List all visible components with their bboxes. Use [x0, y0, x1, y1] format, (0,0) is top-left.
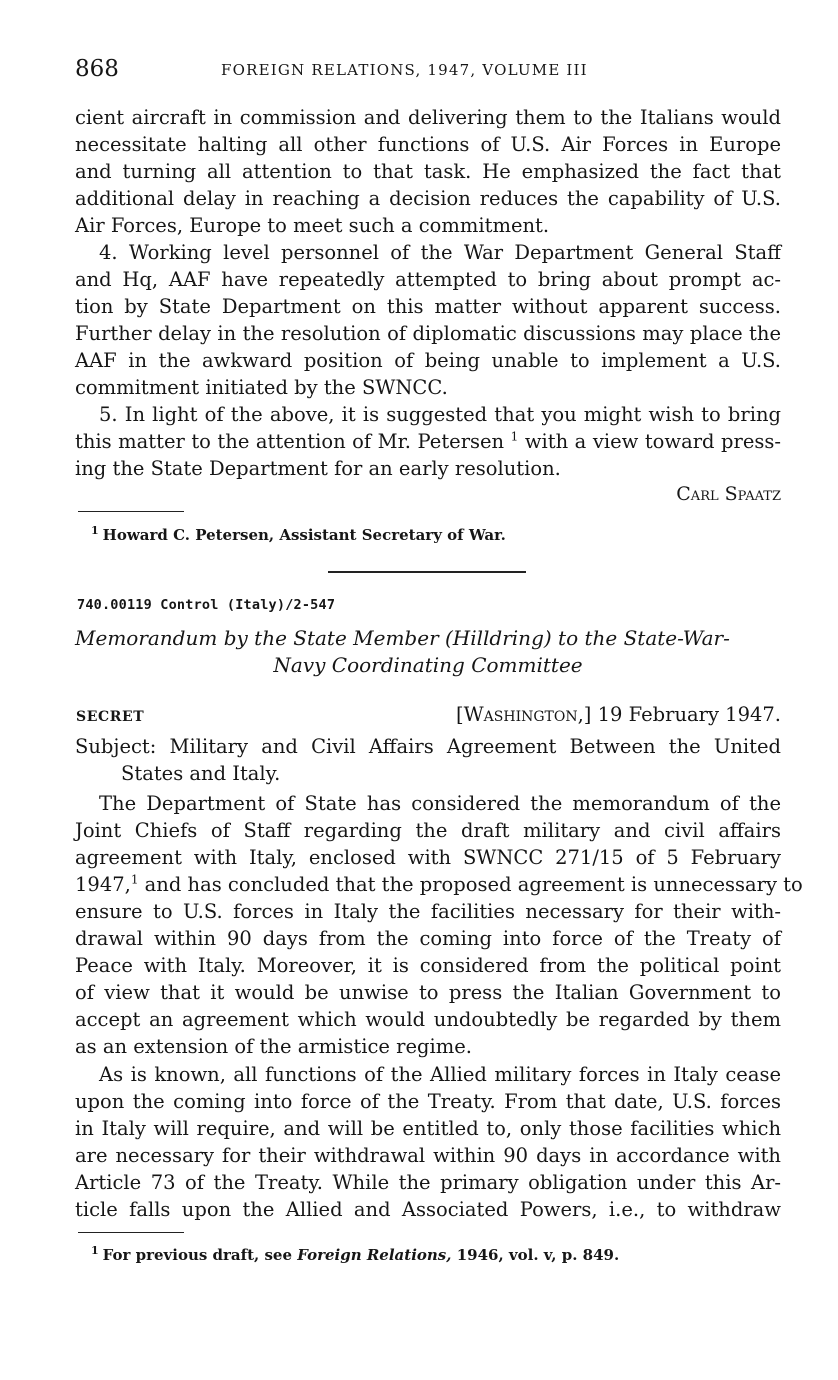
footnote-citation: Foreign Relations, [297, 1246, 452, 1264]
page-number: 868 [75, 56, 119, 82]
text-line: additional delay in reaching a decision reduces the capability of U.S. [75, 187, 781, 210]
text-line: AAF in the awkward position of being unable to implement a U.S. [75, 349, 781, 372]
text-line: Further delay in the resolution of diplomatic discussions may place the [75, 322, 781, 345]
footnote [91, 524, 506, 544]
text-line: commitment initiated by the SWNCC. [75, 376, 448, 399]
continued-letter-text [75, 104, 781, 482]
footnote-text: 1946, vol. v, p. 849. [456, 1246, 620, 1264]
text-segment: 1947, [75, 873, 131, 896]
text-line [75, 428, 781, 455]
text-line [75, 871, 803, 898]
text-line: ticle falls upon the Allied and Associated Powers, i.e., to withdraw [75, 1198, 781, 1221]
text-line: tion by State Department on this matter without apparent success. [75, 295, 781, 318]
footnote-divider [78, 511, 184, 512]
text-line: necessitate halting all other functions of U.S. Air Forces in Europe [75, 133, 781, 156]
text-line: The Department of State has considered the memorandum of the [99, 792, 781, 815]
footnote-divider [78, 1232, 184, 1233]
title-line: Memorandum by the State Member (Hilldring) to the State-War- [75, 626, 730, 650]
signature: Carl Spaatz [676, 483, 781, 505]
text-line: are necessary for their withdrawal within 90 days in accordance with [75, 1144, 781, 1167]
text-line: agreement with Italy, enclosed with SWNCC 271/15 of 5 February [75, 846, 781, 869]
text-line: and turning all attention to that task. He emphasized the fact that [75, 160, 781, 183]
subject-text: Subject: Military and Civil Affairs Agreement Between the United [75, 735, 781, 758]
footnote-text: For previous draft, see [102, 1246, 293, 1264]
text-line: As is known, all functions of the Allied military forces in Italy cease [99, 1063, 781, 1086]
text-line: cient aircraft in commission and delivering them to the Italians would [75, 106, 781, 129]
text-line: Article 73 of the Treaty. While the primary obligation under this Ar- [75, 1171, 781, 1194]
subject-text: States and Italy. [121, 762, 281, 785]
text-line: in Italy will require, and will be entitled to, only those facilities which [75, 1117, 781, 1140]
footnote-mark: 1 [91, 1244, 99, 1257]
footnote-reference: 1 [510, 429, 519, 444]
text-line: Joint Chiefs of Staff regarding the draft military and civil affairs [75, 819, 781, 842]
text-line: of view that it would be unwise to press the Italian Government to [75, 981, 781, 1004]
document-title [75, 625, 781, 679]
footnote-mark: 1 [91, 524, 99, 537]
text-line: upon the coming into force of the Treaty. From that date, U.S. forces [75, 1090, 781, 1113]
text-line: accept an agreement which would undoubtedly be regarded by them [75, 1008, 781, 1031]
running-title: FOREIGN RELATIONS, 1947, VOLUME III [221, 61, 588, 79]
text-segment: this matter to the attention of Mr. Petersen [75, 430, 505, 453]
memorandum-paragraph-1 [75, 790, 803, 1060]
text-segment: and has concluded that the proposed agreement is unnecessary to [144, 873, 803, 896]
subject-line [75, 733, 781, 787]
text-line: and Hq, AAF have repeatedly attempted to bring about prompt ac- [75, 268, 781, 291]
dateline [456, 703, 781, 726]
text-line: ing the State Department for an early resolution. [75, 457, 561, 480]
file-code: 740.00119 Control (Italy)/2-547 [77, 597, 336, 613]
dateline-date: 19 February 1947. [597, 703, 781, 726]
title-line: Navy Coordinating Committee [273, 653, 583, 677]
page-header [75, 56, 795, 86]
dateline-place: [Washington,] [456, 703, 592, 726]
text-line: Peace with Italy. Moreover, it is considered from the political point [75, 954, 781, 977]
text-line: Air Forces, Europe to meet such a commitment. [75, 214, 550, 237]
text-line: drawal within 90 days from the coming into force of the Treaty of [75, 927, 781, 950]
text-line: as an extension of the armistice regime. [75, 1035, 472, 1058]
text-line: ensure to U.S. forces in Italy the facilities necessary for their with- [75, 900, 781, 923]
footnote-reference: 1 [130, 872, 139, 887]
text-segment: with a view toward press- [524, 430, 781, 453]
text-line: 5. In light of the above, it is suggested that you might wish to bring [99, 403, 781, 426]
classification-label: SECRET [76, 709, 145, 725]
footnote [91, 1244, 619, 1264]
footnote-text: Howard C. Petersen, Assistant Secretary of War. [102, 526, 506, 544]
memorandum-paragraph-2 [75, 1061, 781, 1223]
section-divider [328, 571, 526, 573]
text-line: 4. Working level personnel of the War Department General Staff [99, 241, 781, 264]
